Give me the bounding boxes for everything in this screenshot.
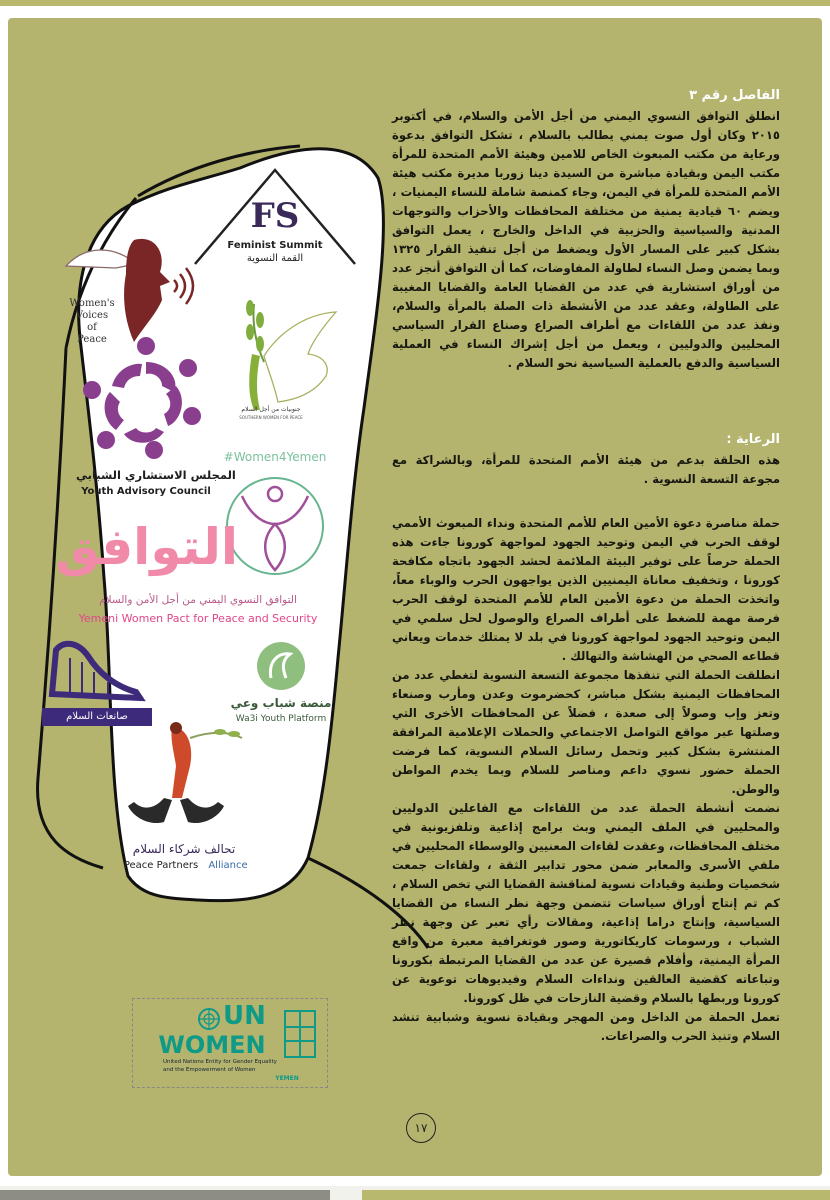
youth-council-ar: المجلس الاستشاري الشبابي [76,468,236,482]
campaign-paragraph-3: نضمت أنشطة الحملة عدد من اللقاءات مع الفاعلين الدوليين والمحليين في الملف اليمني وبث برامج إذاعية وتلفزيونية في مختلف المحافظات، وعقدت لقاءات المعنيين والوسطاء المحليين في ملفي الأسرى والمعابر ضمن محور تدابير الثقة ، ولقاءات جمعت شخصيات وطنية وقيادات نسوية لمناقشة القضايا التي تخص السلام ، كم تم إنتاج أوراق سياسات تتضمن وجهة نظر النساء من القضايا السياسية، وإنتاج دراما إذاعية، ومقالات رأي تعبر عن وجهة نظر الشباب ، ورسومات كاريكاتورية وصور فوتغرافية معبرة من واقع المرأة اليمنية، وأفلام قصيرة عن عدد من القضايا المرتبطة بكورونا وتباعاته كقضية العالقين ونداءات السلام وفيديوهات توعوية عن كورونا وربطها بالسلام وقضية النازحات في ظل كورونا. [392,801,780,1005]
peacemakers-logo [30,634,160,730]
waai-ar: منصة شباب وعي [230,696,332,710]
figures-hands-icon [114,718,254,838]
un-women-line1: United Nations Entity for Gender Equality [163,1059,277,1065]
youth-council-logo [76,334,236,504]
section-separator-3 [392,86,780,373]
pact-intro-paragraph: انطلق التوافق النسوي اليمني من أجل الأمن والسلام، في أكتوبر ٢٠١٥ وكان أول صوت يمني يطالب بالسلام ، تشكل التوافق بدعوة ورعاية من مكتب المبعوث الخاص للامين وهيئة الأمم المتحدة للمرأة مكتب اليمن وبقيادة مباشرة من السيدة دينا زوربا مديرة مكتب هيئة الأمم المتحدة للمرأة في اليمن، وجاء كمنصة شاملة للنساء اليمنيات ، ويضم ٦٠ قيادية يمنية من مختلفة المحافظات والأحزاب والتوجهات المدنية والسياسية والحزبية في الداخل والخارج ، يعمل التوافق بشكل كبير على المسار الأول ويضغط من أجل تنفيذ القرار ١٣٢٥ وبما يضمن وصل النساء لطاولة المفاوضات، كما أن التوافق أنجز عدد من أوراق استشارية في عدد من القضايا العامة والقضايا المغيبة على الطاولة، وعقد عدد من الأنشطة ذات الصلة بالمرأة والسلام، ونفذ عدد من اللقاءات مع أطراف الصراع وصناع القرار السياسي المحليين والدوليين ، ويعمل من أجل إشراك النساء في العملية السياسية والدفع بالعملية السياسية نحو السلام . [392,109,780,370]
un-women-logo [132,998,328,1088]
southern-en: SOUTHERN WOMEN FOR PEACE [239,415,303,420]
women-word: WOMEN [158,1031,266,1059]
harp-icon [30,634,160,704]
voices-line2: Voices [75,310,109,321]
pact-big-word: التوافق [55,518,238,576]
campaign-paragraph-2: انطلقت الحملة التي تنفذها مجموعة التسعة النسوية لتغطي عدد من المحافظات اليمنية بشكل مباشر، كحضرموت وعدن ومأرب وصنعاء وتعز وإب وصولاً إلى صعدة ، فضلاً عن المحافظات الأخرى التي وصلتها عبر مواقع التواصل الاجتماعي والحملات الإعلامية المرافقة المنتشرة بشكل كبير وتحمل رسائل السلام النسوية، كما فرضت الحملة حضور نسوي داعم ومناصر للسلام وبما يخدم المواطن والوطن. [392,668,780,796]
women-pact-logo [55,506,318,636]
page-number: ١٧ [406,1113,436,1143]
pact-en: Yemeni Women Pact for Peace and Security [78,612,318,625]
youth-council-en: Youth Advisory Council [81,486,211,497]
document-page [8,18,822,1176]
women4yemen-tag: #Women4Yemen [223,450,327,464]
un-women-country: YEMEN [275,1075,299,1082]
olive-dove-icon [234,284,344,424]
peace-partners-en2: Alliance [208,860,248,871]
southern-ar: جنوبيات من أجل السلام [241,406,301,413]
section-campaign [392,514,780,1046]
peace-partners-en1: Peace Partners [123,860,199,871]
section-sponsorship [392,430,780,489]
voices-line3: of [87,322,97,333]
people-circle-icon [76,334,216,464]
peace-partners-ar: تحالف شركاء السلام [132,842,236,856]
waai-en: Wa3i Youth Platform [235,714,327,724]
pact-ar: التوافق النسوي اليمني من أجل الأمن والسلام [99,594,297,606]
voices-line4: Peace [77,334,107,345]
southern-women-logo [234,284,344,424]
section-heading-sponsorship: الرعاية : [726,432,780,447]
feminist-summit-logo [190,166,360,276]
fs-abbr: FS [250,196,300,236]
women-equality-icon [283,1009,317,1059]
peacemakers-ar: صانعات السلام [42,708,152,726]
un-word: UN [223,1001,266,1031]
waai-badge-icon [226,638,336,694]
fs-en-name: Feminist Summit [227,240,323,251]
peace-partners-logo [114,718,254,878]
campaign-paragraph-4: تعمل الحملة من الداخل ومن المهجر وبقيادة نسوية وشبابية تنشد السلام وتنبذ الحرب والصراعات. [392,1010,780,1043]
section-heading-separator: الفاصل رقم ٣ [689,88,780,103]
campaign-paragraph-1: حملة مناصرة دعوة الأمين العام للأمم المتحدة ونداء المبعوث الأممي لوقف الحرب في اليمن وتوحيد الجهود لمواجهة كورونا جاءت هذه الحملة حرصاً على توفير البيئة الملائمة لحشد الجهود باتجاه مكافحة كورونا ، وتخفيف معاناة اليمنيين الذين يواجهون الحرب والوباء معاً، واتخذت الحملة من دعوة الأمين العام للأمم المتحدة لوقف الحرب فرصة مهمة للضغط على أطراف الصراع والوصول لحل سلمي في اليمن وتوحيد الجهود لمواجهة كورونا في بلد لا يمتلك خدمات ويعاني قطاعه الصحي من الهشاشة والتهالك . [392,516,780,663]
top-page-strip [0,0,830,6]
un-emblem-icon [197,1007,221,1031]
next-page-photo-edge [0,1190,330,1200]
fs-ar-name: القمة النسوية [246,253,304,264]
voices-line1: Women's [69,298,115,309]
sponsorship-paragraph: هذه الحلقة بدعم من هيئة الأمم المتحدة للمرأة، وبالشراكة مع مجوعة التسعة النسوية . [392,453,780,486]
un-women-line2: and the Empowerment of Women [163,1067,256,1073]
next-page-olive-edge [362,1190,830,1200]
